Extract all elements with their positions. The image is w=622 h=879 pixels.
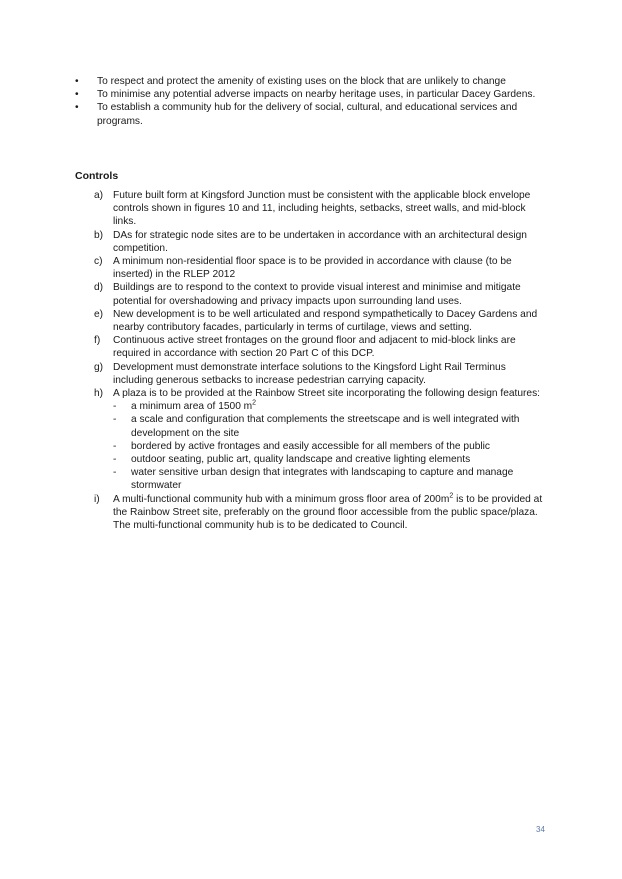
control-text-part: is to be provided at the Rainbow Street site, preferably on the ground floor accessible from the public space/plaza. The multi-functional community hub is to be dedicated to Council. (113, 493, 543, 532)
bullet-icon: • (75, 89, 79, 101)
control-marker: c) (94, 256, 103, 268)
control-text: A plaza is to be provided at the Rainbow Street site incorporating the following design features: (113, 388, 540, 400)
dash-marker: - (113, 454, 117, 466)
control-text: Buildings are to respond to the context to provide visual interest and minimise and mitigate potential for overshadowing and privacy impacts upon surrounding land uses. (113, 282, 521, 307)
control-text: Development must demonstrate interface solutions to the Kingsford Light Rail Terminus including generous setbacks to increase pedestrian carrying capacity. (113, 361, 506, 386)
control-text: Future built form at Kingsford Junction must be consistent with the applicable block envelope controls shown in figures 10 and 11, including heights, setbacks, street walls, and mid-block links. (113, 190, 531, 228)
dash-marker: - (113, 467, 117, 479)
page-number: 34 (536, 825, 545, 834)
plaza-feature-text: bordered by active frontages and easily accessible for all members of the public (131, 440, 491, 452)
bullet-icon: • (75, 102, 79, 114)
control-text (113, 494, 542, 531)
control-item (94, 255, 544, 281)
control-item (94, 334, 544, 360)
control-marker: h) (94, 388, 104, 400)
plaza-feature-item (113, 440, 544, 453)
control-marker: e) (94, 308, 104, 320)
objective-item (75, 88, 545, 101)
control-item (94, 387, 544, 493)
control-marker: f) (94, 335, 101, 347)
plaza-feature-item (113, 413, 544, 439)
plaza-feature-text: a scale and configuration that complements the streetscape and is well integrated with development on the site (131, 414, 520, 439)
objective-item (75, 101, 545, 127)
dash-marker: - (113, 414, 117, 426)
control-marker: g) (94, 361, 104, 373)
plaza-feature-text: a minimum area of 1500 m (131, 401, 253, 413)
control-item (94, 361, 544, 387)
controls-list (94, 189, 544, 532)
dash-marker: - (113, 401, 117, 413)
control-text-part: A multi-functional community hub with a minimum gross floor area of 200m (113, 493, 450, 505)
plaza-feature-item (113, 400, 544, 413)
plaza-feature-item (113, 453, 544, 466)
dash-marker: - (113, 440, 117, 452)
control-text: Continuous active street frontages on the ground floor and adjacent to mid-block links are required in accordance with section 20 Part C of this DCP. (113, 335, 516, 360)
controls-heading: Controls (75, 170, 119, 182)
control-text: New development is to be well articulated and respond sympathetically to Dacey Gardens and nearby contributory facades, particularly in terms of curtilage, views and setting. (113, 308, 538, 334)
objective-item (75, 75, 545, 88)
control-item (94, 189, 544, 229)
control-marker: b) (94, 229, 104, 241)
objective-text: To minimise any potential adverse impacts on nearby heritage uses, in particular Dacey Gardens. (97, 89, 536, 101)
control-marker: d) (94, 282, 104, 294)
control-item (94, 229, 544, 255)
control-item (94, 308, 544, 334)
control-marker: i) (94, 493, 100, 505)
superscript: 2 (449, 492, 454, 500)
objective-text: To respect and protect the amenity of existing uses on the block that are unlikely to change (97, 76, 506, 87)
plaza-feature-item (113, 466, 544, 492)
control-item (94, 493, 544, 533)
control-marker: a) (94, 190, 104, 201)
objective-text: To establish a community hub for the delivery of social, cultural, and educational services and programs. (97, 102, 518, 127)
control-text: A minimum non-residential floor space is to be provided in accordance with clause (to be inserted) in the RLEP 2012 (113, 256, 512, 281)
plaza-features-list (113, 400, 544, 492)
control-item (94, 281, 544, 307)
superscript: 2 (252, 399, 257, 407)
plaza-feature-text: water sensitive urban design that integrates with landscaping to capture and manage stormwater (131, 467, 514, 492)
plaza-feature-text: outdoor seating, public art, quality landscape and creative lighting elements (131, 454, 471, 466)
bullet-icon: • (75, 76, 79, 87)
objectives-list (75, 75, 545, 128)
control-text: DAs for strategic node sites are to be undertaken in accordance with an architectural design competition. (113, 229, 527, 254)
